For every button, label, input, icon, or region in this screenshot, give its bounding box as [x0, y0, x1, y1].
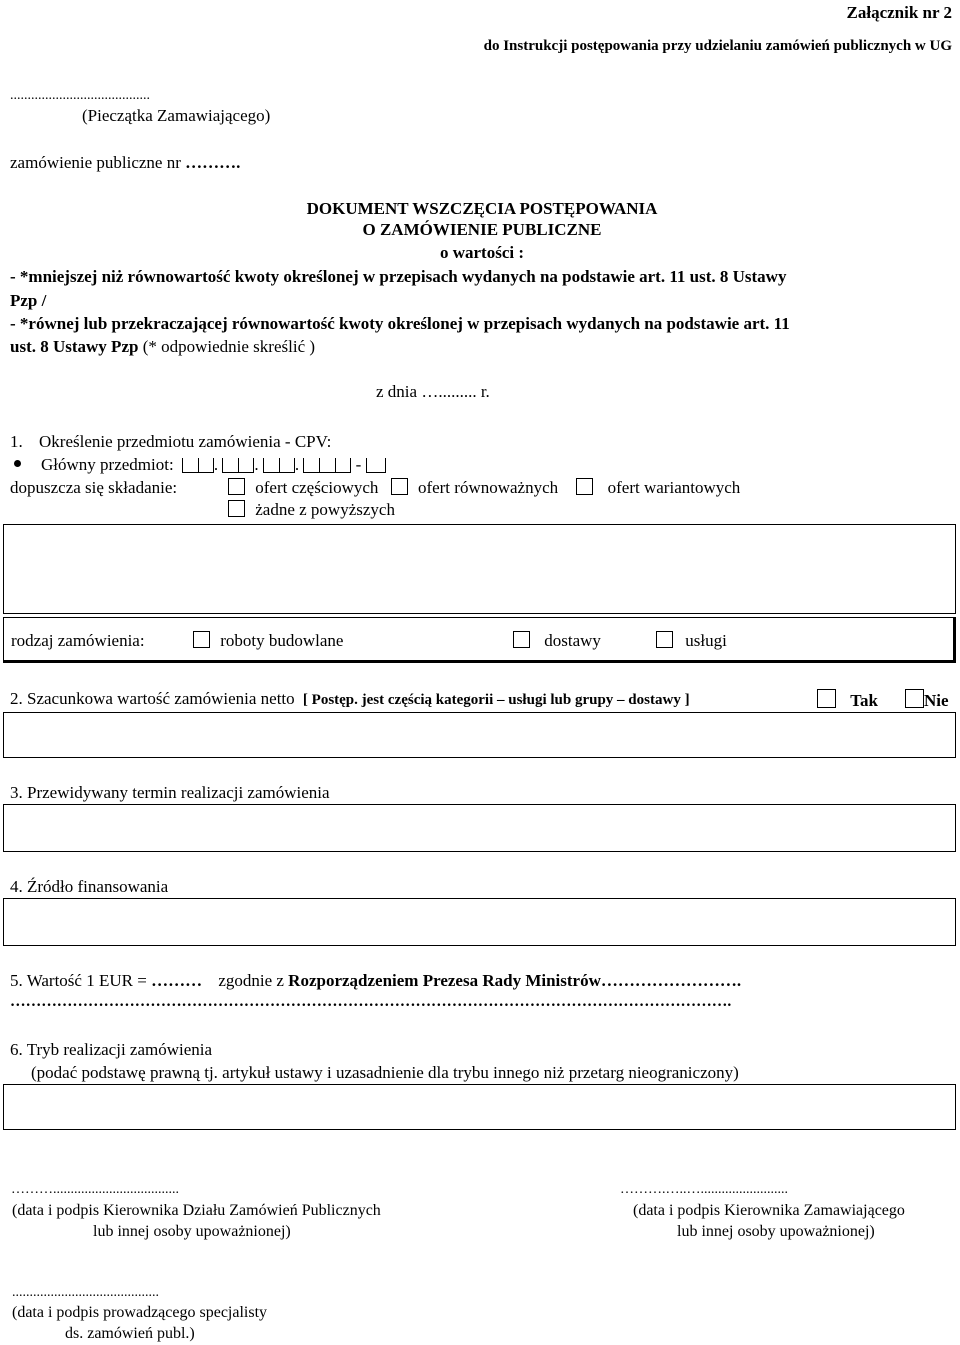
document-subtitle: O ZAMÓWIENIE PUBLICZNE: [362, 220, 602, 239]
estimated-value-box[interactable]: [3, 712, 956, 758]
stamp-label: (Pieczątka Zamawiającego): [82, 106, 271, 125]
supplies-checkbox[interactable]: [513, 631, 530, 648]
section-2-title: 2. Szacunkowa wartość zamówienia netto: [10, 689, 295, 708]
value-option-lower: - *mniejszej niż równowartość kwoty określonej w przepisach wydanych na podstawie art. 11 ust. 8 Ustawy: [10, 267, 787, 286]
section-2-yes: [817, 689, 878, 711]
section-1-title: Określenie przedmiotu zamówienia - CPV:: [39, 432, 332, 451]
document-title: DOKUMENT WSZCZĘCIA POSTĘPOWANIA: [306, 199, 658, 218]
none-offers-row: [228, 500, 395, 520]
cpv-code-group-1[interactable]: [182, 458, 214, 478]
regulation-name: Rozporządzeniem Prezesa Rady Ministrów: [288, 971, 601, 990]
section-4-title: 4. Źródło finansowania: [10, 877, 169, 896]
bullet-icon: [14, 460, 21, 467]
signature-right-dots: ……….…..….........................: [620, 1182, 788, 1197]
value-heading: o wartości :: [439, 243, 525, 262]
order-type-works: [193, 631, 343, 651]
signature-left-dots: ………....................................: [11, 1182, 179, 1197]
section-2-heading: [10, 689, 690, 709]
value-option-higher-law: ust. 8 Ustawy Pzp: [10, 337, 139, 356]
section-1-number: 1.: [10, 432, 23, 451]
financing-source-box[interactable]: [3, 898, 956, 946]
main-subject-label: Główny przedmiot:: [41, 455, 174, 474]
allowed-offers-label: dopuszcza się składanie:: [10, 478, 178, 497]
variant-offers-checkbox[interactable]: [576, 478, 593, 495]
signature-bottom-dots: ..........................................: [12, 1285, 159, 1300]
services-label: usługi: [685, 631, 727, 650]
equivalent-offers-label: ofert równoważnych: [417, 478, 559, 497]
supplies-label: dostawy: [544, 631, 601, 650]
order-number-value: ……….: [185, 153, 241, 172]
yes-label: Tak: [850, 691, 878, 710]
partial-offers-checkbox[interactable]: [228, 478, 245, 495]
no-checkbox[interactable]: [905, 689, 924, 708]
allowed-offers-row: [10, 478, 177, 498]
section-2-bracket: [ Postęp. jest częścią kategorii – usługi lub grupy – dostawy ]: [302, 692, 690, 708]
yes-checkbox[interactable]: [817, 689, 836, 708]
equivalent-offers-checkbox[interactable]: [391, 478, 408, 495]
cpv-code-group-2[interactable]: [222, 458, 254, 478]
services-checkbox[interactable]: [656, 631, 673, 648]
regulation-dots: …………………….: [600, 971, 742, 990]
signature-right-line2: lub innej osoby upoważnionej): [677, 1223, 875, 1240]
signature-bottom-line1: (data i podpis prowadzącego specjalisty: [12, 1304, 268, 1321]
section-5-middle: zgodnie z: [218, 971, 284, 990]
annex-number: Załącznik nr 2: [846, 3, 952, 22]
subject-description-box[interactable]: [3, 524, 956, 614]
order-type-supplies: [513, 631, 601, 651]
value-option-lower-cont: Pzp /: [10, 291, 47, 310]
signature-left-line1: (data i podpis Kierownika Działu Zamówień Publicznych: [12, 1202, 381, 1219]
works-checkbox[interactable]: [193, 631, 210, 648]
cpv-check-digit[interactable]: [366, 458, 386, 478]
euro-rate-dots: ………: [151, 971, 203, 990]
order-type-box: [3, 617, 956, 663]
signature-left-line2: lub innej osoby upoważnionej): [93, 1223, 291, 1240]
signature-right-line1: (data i podpis Kierownika Zamawiającego: [633, 1202, 905, 1219]
section-5-dots-line: ………………………………………………………………………………………………………………………….: [10, 993, 732, 1010]
none-offers-label: żadne z powyższych: [255, 500, 395, 519]
section-5-row: [10, 971, 741, 991]
value-option-higher: - *równej lub przekraczającej równowartość kwoty określonej w przepisach wydanych na podstawie art. 11: [10, 314, 790, 333]
section-6-title: 6. Tryb realizacji zamówienia: [10, 1040, 213, 1059]
order-type-label: rodzaj zamówienia:: [11, 631, 145, 650]
order-type-services: [656, 631, 727, 651]
partial-offers-label: ofert częściowych: [255, 478, 379, 497]
section-6-subtitle: (podać podstawę prawną tj. artykuł ustawy i uzasadnienie dla trybu innego niż przetarg nieograniczony): [31, 1063, 739, 1082]
main-subject-row: Główny przedmiot: . . . -: [0, 455, 386, 478]
section-3-title: 3. Przewidywany termin realizacji zamówienia: [10, 783, 330, 802]
cpv-code-group-4[interactable]: [303, 458, 351, 478]
procedure-mode-box[interactable]: [3, 1084, 956, 1130]
section-1-heading: [10, 432, 331, 452]
order-number: [10, 153, 240, 173]
section-5-prefix: 5. Wartość 1 EUR =: [10, 971, 147, 990]
instruction-reference: do Instrukcji postępowania przy udzielaniu zamówień publicznych w UG: [483, 38, 952, 54]
document-date: z dnia …......... r.: [376, 382, 490, 401]
value-option-higher-cont: [10, 337, 315, 357]
section-2-no: [905, 689, 949, 711]
cpv-code-group-3[interactable]: [263, 458, 295, 478]
order-number-label: zamówienie publiczne nr: [10, 153, 181, 172]
allowed-offers-options: [228, 478, 740, 498]
works-label: roboty budowlane: [220, 631, 344, 650]
none-offers-checkbox[interactable]: [228, 500, 245, 517]
variant-offers-label: ofert wariantowych: [607, 478, 741, 497]
signature-bottom-line2: ds. zamówień publ.): [65, 1325, 195, 1342]
stamp-dots: ........................................: [10, 88, 150, 103]
strike-note: (* odpowiednie skreślić ): [142, 337, 316, 356]
realization-term-box[interactable]: [3, 804, 956, 852]
no-label: Nie: [924, 691, 949, 710]
